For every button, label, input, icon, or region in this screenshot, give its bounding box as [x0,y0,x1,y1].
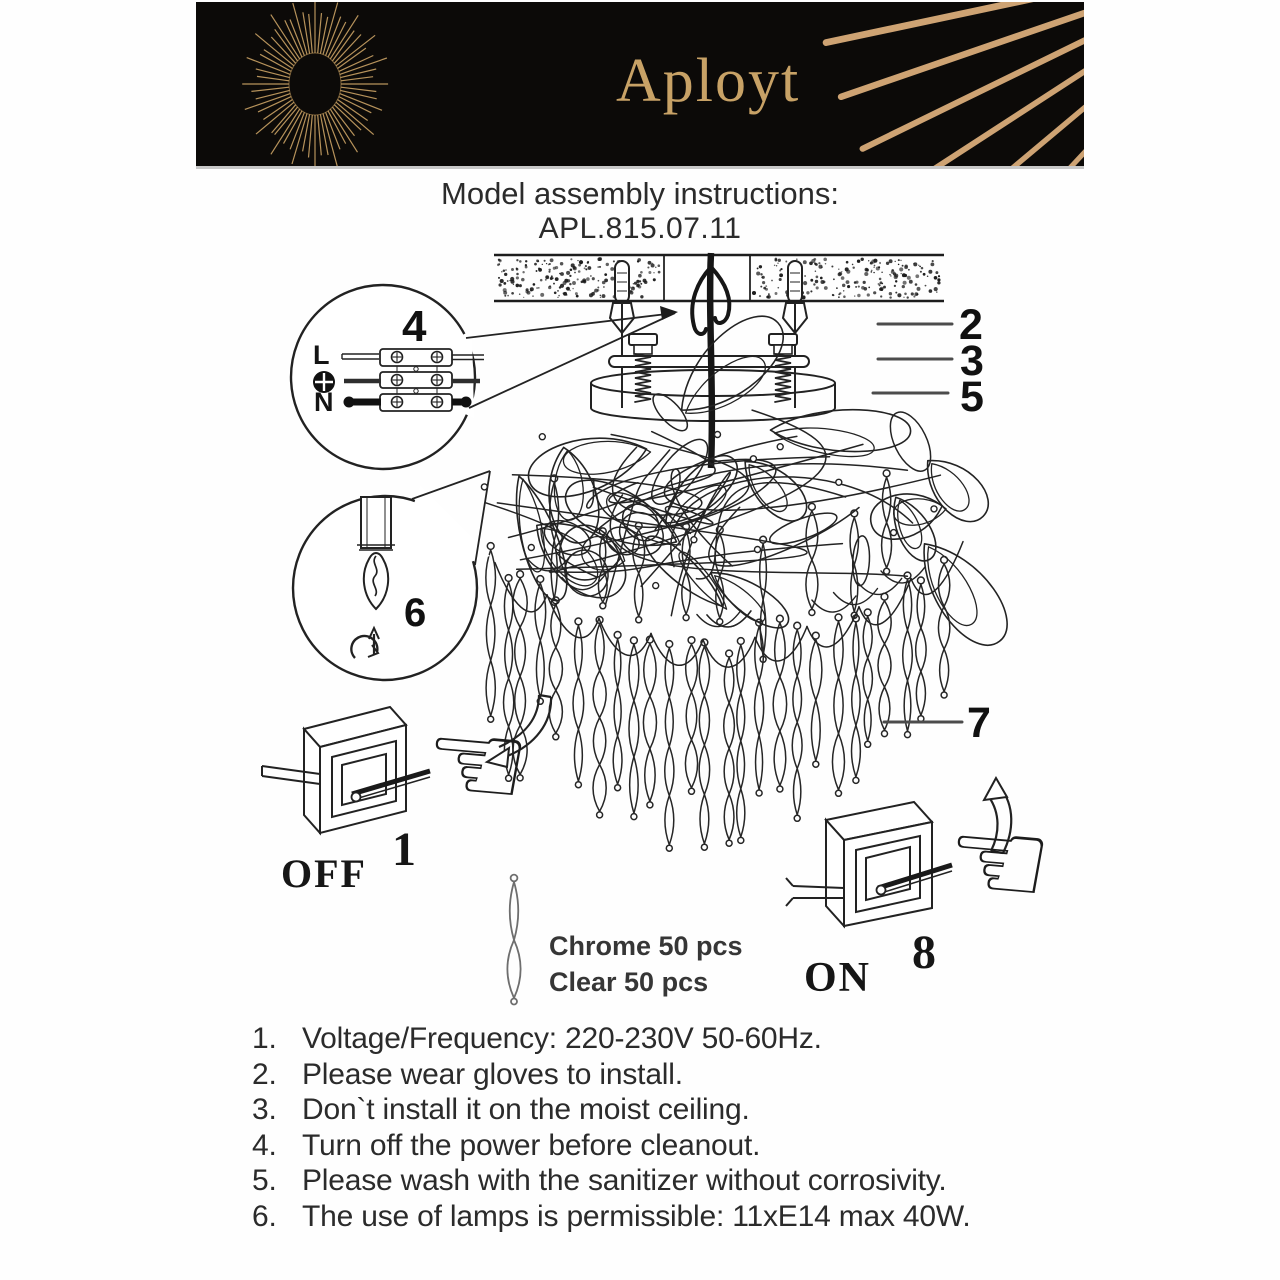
instruction-item [248,1200,970,1236]
instruction-text: Voltage/Frequency: 220-230V 50-60Hz. [302,1022,822,1055]
brand-logo-text: Aployt [616,47,801,115]
model-number: APL.815.07.11 [538,212,742,245]
page-title: Model assembly instructions: [441,176,839,211]
callout-4: 4 [402,302,427,351]
callout-7: 7 [967,699,991,747]
live-wire-label: L [313,340,330,370]
instruction-item [248,1022,970,1058]
callout-2: 2 [959,301,983,349]
callout-5: 5 [960,373,984,421]
callout-3: 3 [960,337,984,385]
instruction-number: 5. [252,1164,277,1198]
clear-parts-count: Clear 50 pcs [549,967,709,997]
instruction-item [248,1164,970,1200]
instruction-number: 3. [252,1093,277,1127]
switch-off-label: OFF [281,851,367,896]
instruction-text: The use of lamps is permissible: 11xE14 max 40W. [302,1199,971,1233]
instruction-number: 4. [252,1128,277,1162]
neutral-wire-label: N [314,387,334,417]
instruction-number: 1. [252,1022,277,1055]
instruction-text: Please wash with the sanitizer without corrosivity. [302,1164,947,1198]
instruction-list [248,1022,970,1236]
instruction-number: 6. [252,1199,277,1233]
instruction-text: Don`t install it on the moist ceiling. [302,1093,750,1127]
callout-1: 1 [392,823,416,876]
instruction-text: Please wear gloves to install. [302,1057,683,1091]
switch-on-label: ON [804,955,871,1001]
instruction-item [248,1093,970,1129]
pointing-hand-icon: ☜ [940,787,1058,935]
instruction-text: Turn off the power before cleanout. [302,1128,761,1162]
instruction-item [248,1129,970,1165]
chrome-parts-count: Chrome 50 pcs [549,931,743,961]
instruction-item [248,1058,970,1094]
pointing-hand-icon: ☜ [418,689,536,837]
callout-6: 6 [404,591,427,635]
instruction-number: 2. [252,1057,277,1091]
callout-8: 8 [912,926,936,979]
